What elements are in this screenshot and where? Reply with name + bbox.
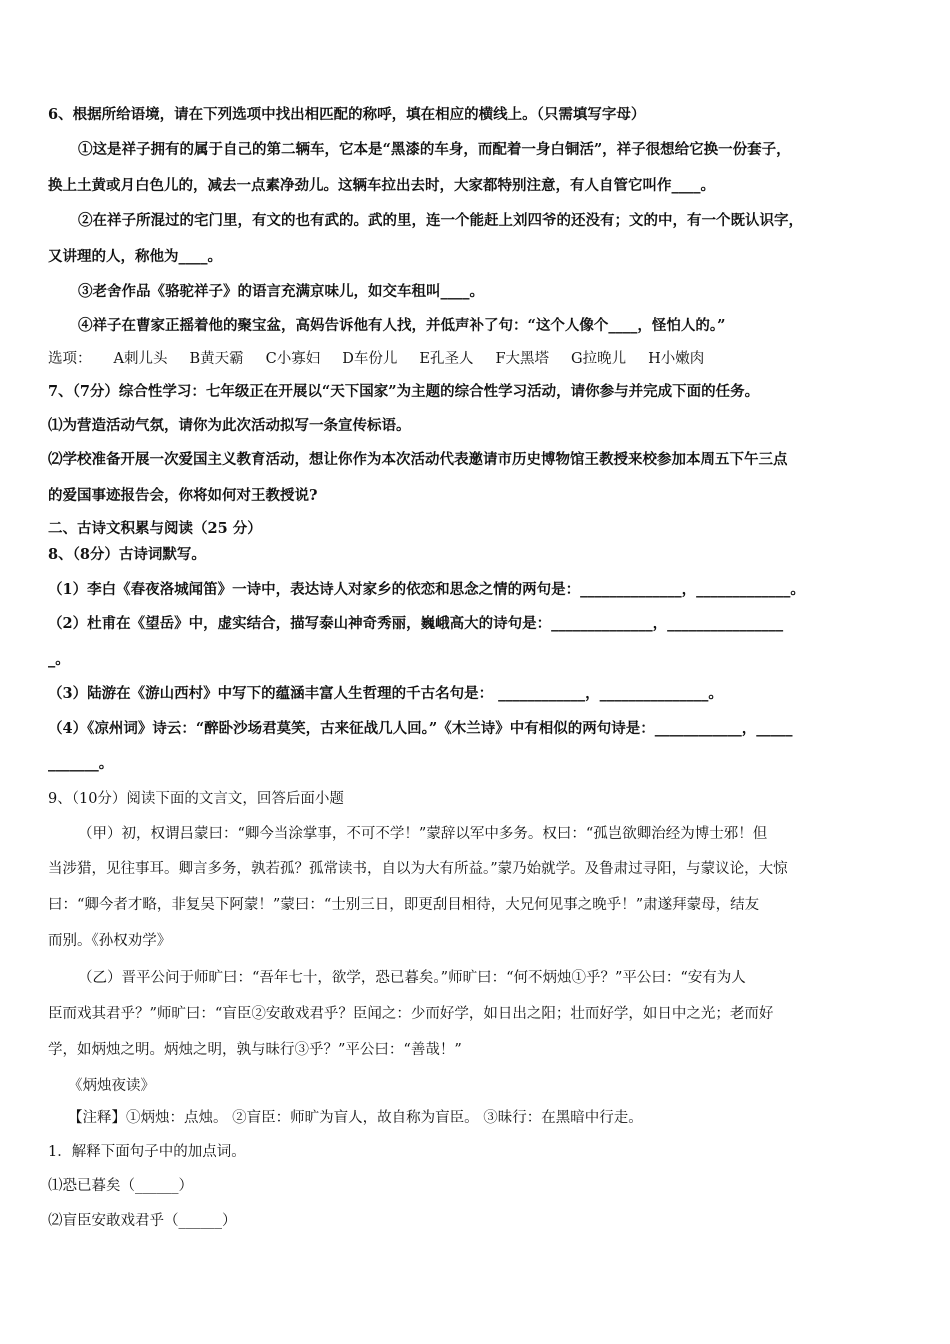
q6-item3: ③老舍作品《骆驼祥子》的语言充满京味儿，如交车租叫____。 (78, 283, 484, 300)
q8-part4-line1: （4）《凉州词》诗云：“醉卧沙场君莫笑，古来征战几人回。”《木兰诗》中有相似的两句诗是：____________，_____ (48, 720, 793, 737)
q9-jia-line3: 曰：“卿今者才略，非复吴下阿蒙！”蒙曰：“士别三日，即更刮目相待，大兄何见事之晚乎！”肃遂拜蒙母，结友 (48, 897, 760, 913)
q6-option-b: B黄天霸 (189, 351, 244, 367)
q8-part3: （3）陆游在《游山西村》中写下的蕴涵丰富人生哲理的千古名句是： ____________，_______________。 (48, 685, 723, 702)
q6-option-h: H小嫩肉 (648, 351, 705, 367)
q6-item1-line1: ①这是祥子拥有的属于自己的第二辆车，它本是“黑漆的车身，而配着一身白铜活”，祥子很想给它换一份套子， (78, 141, 791, 158)
q7-sub1: ⑴为营造活动气氛，请你为此次活动拟写一条宣传标语。 (48, 417, 411, 434)
q9-yi-line3: 学，如炳烛之明。炳烛之明，孰与昧行③乎？”平公曰：“善哉！” (48, 1042, 462, 1058)
section2-heading: 二、古诗文积累与阅读（25 分） (48, 520, 262, 537)
q6-item2-line1: ②在祥子所混过的宅门里，有文的也有武的。武的里，连一个能赶上刘四爷的还没有；文的中，有一个既认识字， (78, 212, 803, 229)
q9-stem: 9、（10分）阅读下面的文言文，回答后面小题 (48, 791, 344, 807)
q6-option-f: F大黑塔 (495, 351, 550, 367)
q6-option-d: D车份儿 (342, 351, 398, 367)
q9-yi-line2: 臣而戏其君乎？”师旷曰：“盲臣②安敢戏君乎？臣闻之：少而好学，如日出之阳；壮而好学，如日中之光；老而好 (48, 1006, 774, 1022)
q6-item1-line2: 换上土黄或月白色儿的，减去一点素净劲儿。这辆车拉出去时，大家都特别注意，有人自管它叫作____。 (48, 177, 715, 194)
q9-jia-line2: 当涉猎，见往事耳。卿言多务，孰若孤？孤常读书，自以为大有所益。”蒙乃始就学。及鲁肃过寻阳，与蒙议论，大惊 (48, 861, 788, 877)
q8-part2-line1: （2）杜甫在《望岳》中，虚实结合，描写泰山神奇秀丽，巍峨高大的诗句是：______________，________________ (48, 615, 784, 632)
q9-jia-line1: （甲）初，权谓吕蒙曰：“卿今当涂掌事，不可不学！”蒙辞以军中多务。权曰：“孤岂欲卿治经为博士邪！但 (78, 826, 768, 842)
q9-sub-stem: 1．解释下面句子中的加点词。 (48, 1144, 246, 1160)
q8-part2-line2: _。 (48, 651, 70, 668)
q6-option-c: C小寡妇 (265, 351, 321, 367)
q6-option-e: E孔圣人 (419, 351, 474, 367)
q6-item4: ④祥子在曹家正摇着他的聚宝盆，高妈告诉他有人找，并低声补了句：“这个人像个____，怪怕人的。” (78, 317, 726, 334)
q6-option-a: A刺儿头 (113, 351, 168, 367)
q7-stem: 7、（7分）综合性学习：七年级正在开展以“天下国家”为主题的综合性学习活动，请你参与并完成下面的任务。 (48, 383, 760, 400)
q9-note: 【注释】①炳烛：点烛。 ②盲臣：师旷为盲人，故自称为盲臣。 ③昧行：在黑暗中行走。 (68, 1110, 643, 1126)
q9-yi-title: 《炳烛夜读》 (68, 1078, 155, 1094)
q8-stem: 8、（8分）古诗词默写。 (48, 546, 206, 563)
q6-options (48, 347, 910, 368)
q6-options-label: 选项： (48, 351, 92, 367)
q6-option-g: G拉晚儿 (571, 351, 627, 367)
q8-part1: （1）李白《春夜洛城闻笛》一诗中，表达诗人对家乡的依恋和思念之情的两句是：______________，_____________。 (48, 581, 805, 598)
q7-sub2-line2: 的爱国事迹报告会，你将如何对王教授说? (48, 487, 318, 504)
q9-sub2: ⑵盲臣安敢戏君乎（______） (48, 1213, 237, 1229)
q9-sub1: ⑴恐已暮矣（______） (48, 1178, 193, 1194)
q9-jia-line4: 而别。《孙权劝学》 (48, 933, 172, 949)
q9-yi-line1: （乙）晋平公问于师旷曰：“吾年七十，欲学，恐已暮矣。”师旷曰：“何不炳烛①乎？”平公曰：“安有为人 (78, 970, 746, 986)
q6-item2-line2: 又讲理的人，称他为____。 (48, 248, 222, 265)
q8-part4-line2: _______。 (48, 755, 114, 772)
q7-sub2-line1: ⑵学校准备开展一次爱国主义教育活动，想让你作为本次活动代表邀请市历史博物馆王教授来校参加本周五下午三点 (48, 451, 788, 468)
q6-stem: 6、根据所给语境，请在下列选项中找出相匹配的称呼，填在相应的横线上。（只需填写字母） (48, 106, 646, 123)
